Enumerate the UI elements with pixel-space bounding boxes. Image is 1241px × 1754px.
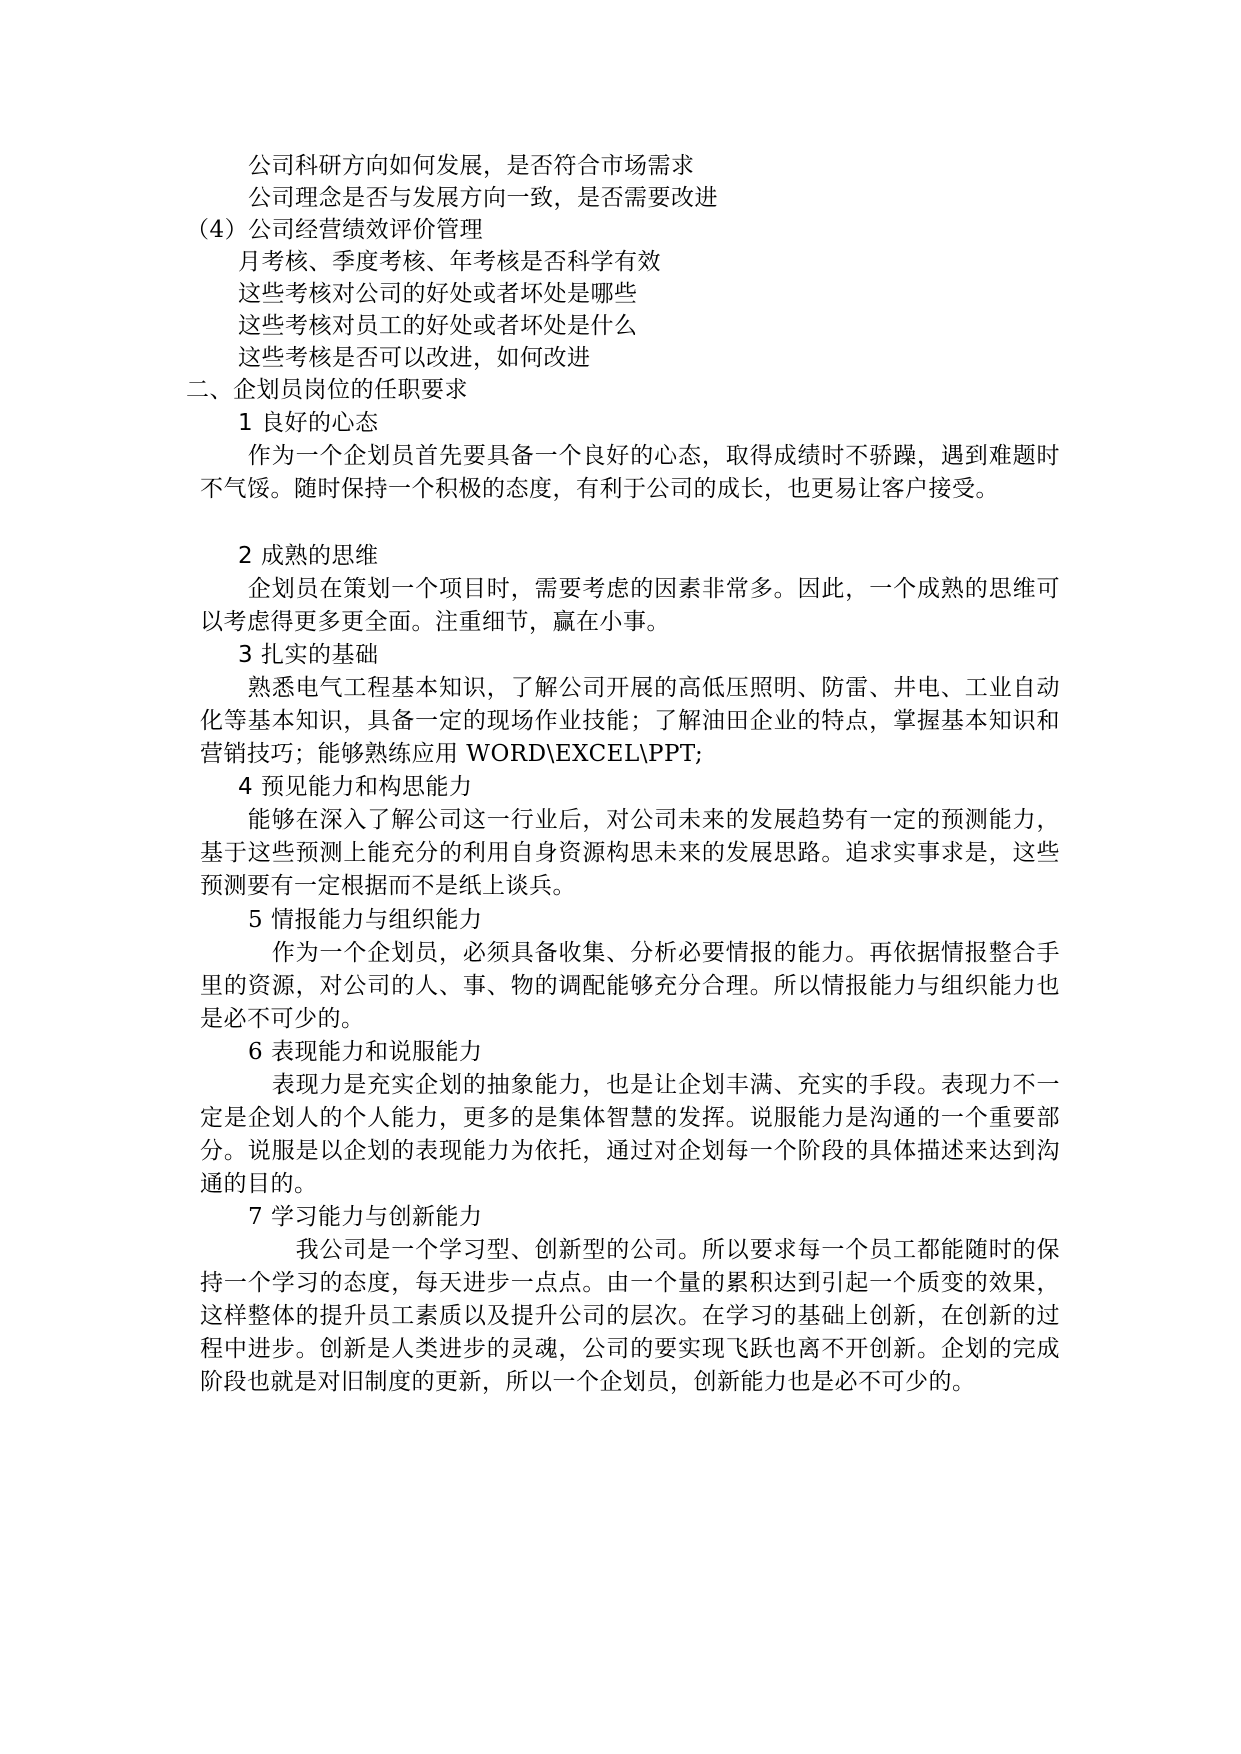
- list-item: 这些考核对公司的好处或者坏处是哪些: [238, 281, 638, 307]
- requirement-body: 表现力是充实企划的抽象能力，也是让企划丰满、充实的手段。表现力不一定是企划人的个人能力，更多的是集体智慧的发挥。说服能力是沟通的一个重要部分。说服是以企划的表现能力为依托，通过对企划每一个阶段的具体描述来达到沟通的目的。: [200, 1072, 1060, 1197]
- requirement-body: 作为一个企划员首先要具备一个良好的心态，取得成绩时不骄躁，遇到难题时不气馁。随时保持一个积极的态度，有利于公司的成长，也更易让客户接受。: [200, 443, 1060, 502]
- list-item: 这些考核是否可以改进，如何改进: [238, 345, 591, 371]
- requirement-heading: 7 学习能力与创新能力: [248, 1204, 483, 1230]
- requirement-heading: 6 表现能力和说服能力: [248, 1039, 483, 1065]
- list-item: 这些考核对员工的好处或者坏处是什么: [238, 313, 638, 339]
- requirement-body: 能够在深入了解公司这一行业后，对公司未来的发展趋势有一定的预测能力，基于这些预测上能充分的利用自身资源构思未来的发展思路。追求实事求是，这些预测要有一定根据而不是纸上谈兵。: [200, 807, 1060, 899]
- requirement-heading: 5 情报能力与组织能力: [248, 907, 483, 933]
- list-item: 月考核、季度考核、年考核是否科学有效: [238, 249, 661, 275]
- requirement-body: 企划员在策划一个项目时，需要考虑的因素非常多。因此，一个成熟的思维可以考虑得更多更全面。注重细节，赢在小事。: [200, 576, 1060, 635]
- requirement-body: 我公司是一个学习型、创新型的公司。所以要求每一个员工都能随时的保持一个学习的态度，每天进步一点点。由一个量的累积达到引起一个质变的效果，这样整体的提升员工素质以及提升公司的层次。在学习的基础上创新，在创新的过程中进步。创新是人类进步的灵魂，公司的要实现飞跃也离不开创新。企划的完成阶段也就是对旧制度的更新，所以一个企划员，创新能力也是必不可少的。: [200, 1237, 1060, 1395]
- section-title: 二、企划员岗位的任职要求: [186, 377, 468, 403]
- requirement-heading: 3 扎实的基础: [238, 642, 379, 668]
- requirement-body: 作为一个企划员，必须具备收集、分析必要情报的能力。再依据情报整合手里的资源，对公司的人、事、物的调配能够充分合理。所以情报能力与组织能力也是必不可少的。: [200, 940, 1060, 1032]
- subsection-heading-4: （4）公司经营绩效评价管理: [186, 217, 484, 243]
- requirement-body: 熟悉电气工程基本知识，了解公司开展的高低压照明、防雷、井电、工业自动化等基本知识，具备一定的现场作业技能；了解油田企业的特点，掌握基本知识和营销技巧；能够熟练应用 WORD\EXCEL\PPT;: [200, 675, 1060, 767]
- list-item: 公司理念是否与发展方向一致，是否需要改进: [248, 185, 718, 211]
- requirement-heading: 4 预见能力和构思能力: [238, 774, 473, 800]
- requirement-heading: 1 良好的心态: [238, 410, 379, 436]
- list-item: 公司科研方向如何发展，是否符合市场需求: [248, 153, 695, 179]
- requirement-heading: 2 成熟的思维: [238, 543, 379, 569]
